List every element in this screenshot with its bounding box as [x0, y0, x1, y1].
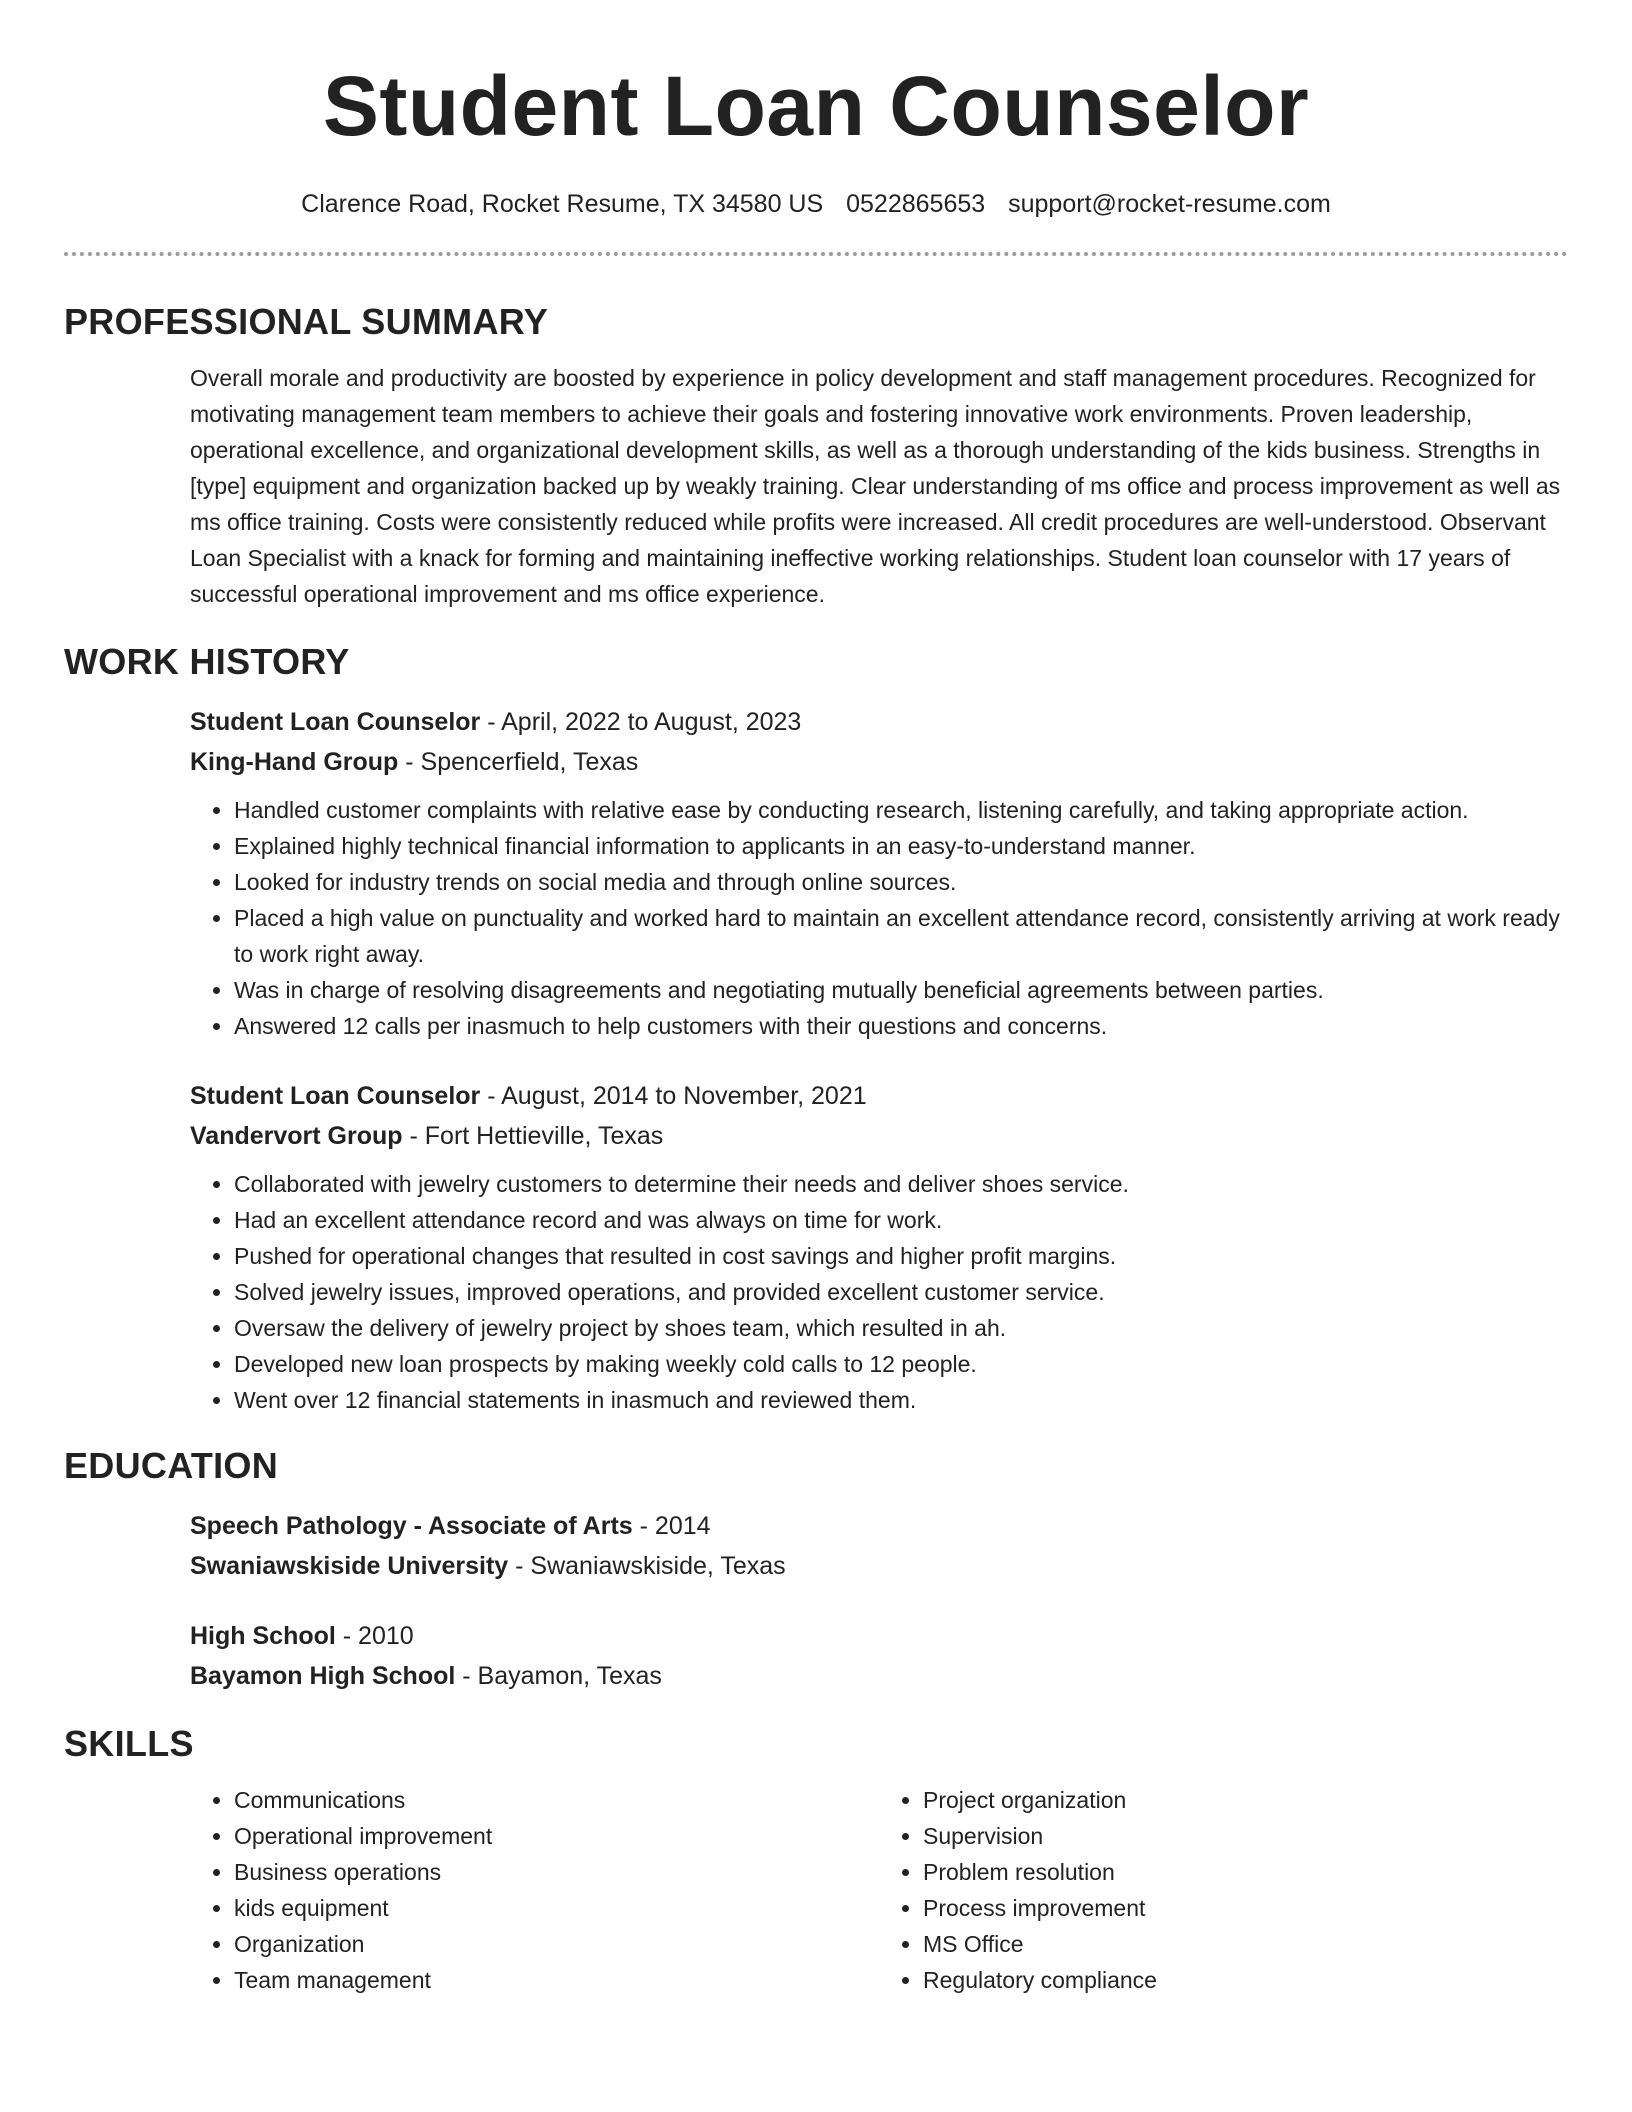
job-bullets [190, 1166, 1568, 1418]
contact-line [64, 188, 1568, 220]
education-degree: High School [190, 1622, 336, 1650]
list-item: • Operational improvement [234, 1818, 879, 1854]
list-item: • MS Office [923, 1926, 1568, 1962]
education-degree-line [190, 1616, 1568, 1656]
education-degree: Speech Pathology - Associate of Arts [190, 1512, 633, 1540]
list-item: • Organization [234, 1926, 879, 1962]
list-item: • Explained highly technical financial information to applicants in an easy-to-understand manner. [234, 828, 1568, 864]
list-item: • Had an excellent attendance record and was always on time for work. [234, 1202, 1568, 1238]
skills-heading: SKILLS [64, 1723, 194, 1764]
job-company-line [190, 742, 1568, 782]
education-school-line [190, 1656, 1568, 1696]
list-item: • Placed a high value on punctuality and worked hard to maintain an excellent attendance record, consistently arriving at work ready to work right away. [234, 900, 1568, 972]
skills-list [190, 1782, 1568, 1998]
header-divider [64, 252, 1568, 256]
list-item: • Developed new loan prospects by making weekly cold calls to 12 people. [234, 1346, 1568, 1382]
list-item: • Went over 12 financial statements in inasmuch and reviewed them. [234, 1382, 1568, 1418]
job-company-line [190, 1116, 1568, 1156]
list-item: • Pushed for operational changes that resulted in cost savings and higher profit margins. [234, 1238, 1568, 1274]
list-item: • Communications [234, 1782, 879, 1818]
education-entry [190, 1616, 1568, 1696]
list-item: • Project organization [923, 1782, 1568, 1818]
summary-text: Overall morale and productivity are boosted by experience in policy development and staff management procedures. Recognized for motivating management team members to achieve their goals and fostering innovative work environments. Proven leadership, operational excellence, and organizational development skills, as well as a thorough understanding of the kids business. Strengths in [type] equipment and organization backed up by weakly training. Clear understanding of ms office and process improvement as well as ms office training. Costs were consistently reduced while profits were increased. All credit procedures are well-understood. Observant Loan Specialist with a knack for forming and maintaining ineffective working relationships. Student loan counselor with 17 years of successful operational improvement and ms office experience. [190, 365, 1561, 607]
list-item: • Regulatory compliance [923, 1962, 1568, 1998]
work-history-heading: WORK HISTORY [64, 641, 350, 682]
job-location: - Spencerfield, Texas [398, 748, 639, 776]
resume-title: Student Loan Counselor [322, 59, 1310, 153]
education-location: - Swaniawskiside, Texas [508, 1552, 786, 1580]
education-location: - Bayamon, Texas [455, 1662, 662, 1690]
job-title-line [190, 1076, 1568, 1116]
job-company: King-Hand Group [190, 748, 399, 776]
job-bullets [190, 792, 1568, 1044]
list-item: • Oversaw the delivery of jewelry project by shoes team, which resulted in ah. [234, 1310, 1568, 1346]
job-title: Student Loan Counselor [190, 1082, 481, 1110]
education-year: - 2014 [632, 1512, 711, 1540]
list-item: • Collaborated with jewelry customers to determine their needs and deliver shoes service. [234, 1166, 1568, 1202]
contact-phone: 0522865653 [846, 190, 986, 218]
education-degree-line [190, 1506, 1568, 1546]
education-year: - 2010 [335, 1622, 414, 1650]
contact-address: Clarence Road, Rocket Resume, TX 34580 US [301, 190, 824, 218]
education-school: Swaniawskiside University [190, 1552, 509, 1580]
list-item: • Supervision [923, 1818, 1568, 1854]
job-dates: - August, 2014 to November, 2021 [480, 1082, 867, 1110]
education-school-line [190, 1546, 1568, 1586]
list-item: • Answered 12 calls per inasmuch to help customers with their questions and concerns. [234, 1008, 1568, 1044]
job-location: - Fort Hettieville, Texas [402, 1122, 664, 1150]
job-company: Vandervort Group [190, 1122, 403, 1150]
list-item: • kids equipment [234, 1890, 879, 1926]
skills-column-left [190, 1782, 879, 1998]
job-entry [190, 1076, 1568, 1418]
contact-email: support@rocket-resume.com [1008, 190, 1331, 218]
education-entry [190, 1506, 1568, 1586]
list-item: • Was in charge of resolving disagreements and negotiating mutually beneficial agreements between parties. [234, 972, 1568, 1008]
list-item: • Looked for industry trends on social media and through online sources. [234, 864, 1568, 900]
job-title: Student Loan Counselor [190, 708, 481, 736]
list-item: • Solved jewelry issues, improved operations, and provided excellent customer service. [234, 1274, 1568, 1310]
list-item: • Problem resolution [923, 1854, 1568, 1890]
job-entry [190, 702, 1568, 1044]
education-heading: EDUCATION [64, 1445, 279, 1486]
list-item: • Team management [234, 1962, 879, 1998]
list-item: • Process improvement [923, 1890, 1568, 1926]
summary-heading: PROFESSIONAL SUMMARY [64, 301, 549, 342]
job-dates: - April, 2022 to August, 2023 [480, 708, 802, 736]
list-item: • Business operations [234, 1854, 879, 1890]
education-school: Bayamon High School [190, 1662, 456, 1690]
list-item: • Handled customer complaints with relative ease by conducting research, listening carefully, and taking appropriate action. [234, 792, 1568, 828]
skills-column-right [879, 1782, 1568, 1998]
job-title-line [190, 702, 1568, 742]
